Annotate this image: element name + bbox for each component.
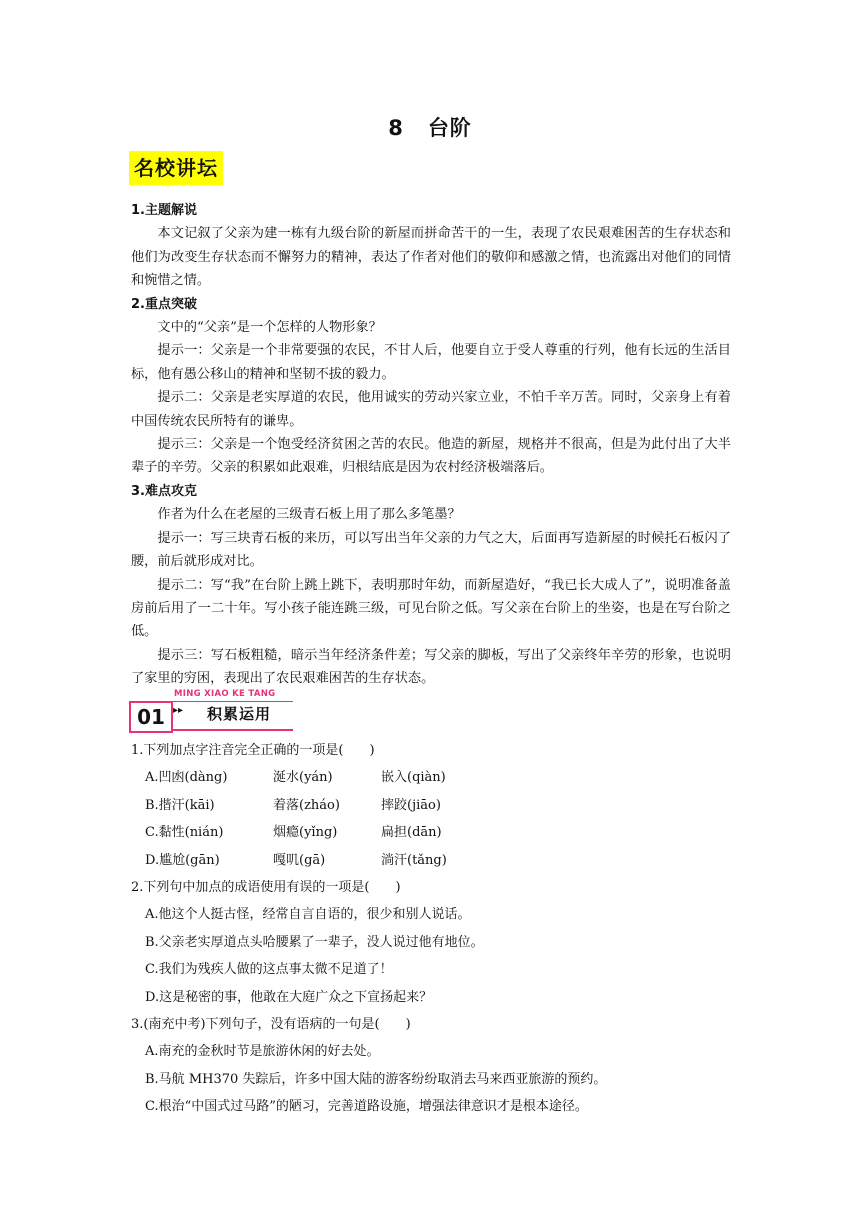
paragraph: 提示二：写“我”在台阶上跳上跳下，表明那时年幼，而新屋造好，“我已长大成人了”，说明准备盖房前后用了一二十年。写小孩子能连跳三级，可见台阶之低。写父亲在台阶上的坐姿，也是在写台阶之低。 <box>131 577 731 640</box>
paragraph: 文中的“父亲”是一个怎样的人物形象？ <box>157 320 382 336</box>
option: 嘎叽(gā) <box>273 852 326 868</box>
option: C.黏性(nián) <box>145 825 224 841</box>
option-row <box>131 792 731 819</box>
option: D.尴尬(gān) <box>145 852 220 868</box>
questions <box>131 737 731 1121</box>
lesson-name: 台阶 <box>427 116 472 140</box>
option: B.马航 MH370 失踪后，许多中国大陆的游客纷纷取消去马来西亚旅游的预约。 <box>145 1071 607 1087</box>
option: 扁担(dān) <box>381 825 442 841</box>
paragraph: 本文记叙了父亲为建一栋有九级台阶的新屋而拼命苦干的一生，表现了农民艰难困苦的生存状态和他们为改变生存状态而不懈努力的精神，表达了作者对他们的敬仰和感激之情，也流露出对他们的同情和惋惜之情。 <box>131 226 731 289</box>
paragraph: 提示一：写三块青石板的来历，可以写出当年父亲的力气之大，后面再写造新屋的时候托石板闪了腰，前后就形成对比。 <box>131 530 731 570</box>
banner-divider <box>173 701 293 702</box>
paragraph: 提示一：父亲是一个非常要强的农民，不甘人后，他要自立于受人尊重的行列，他有长远的生活目标，他有愚公移山的精神和坚韧不拔的毅力。 <box>131 343 731 382</box>
paragraph: 提示三：写石板粗糙，暗示当年经济条件差；写父亲的脚板，写出了父亲终年辛劳的形象，也说明了家里的穷困，表现出了农民艰难困苦的生存状态。 <box>131 647 731 687</box>
banner-number: 01 <box>129 701 173 733</box>
option: B.揩汗(kāi) <box>145 797 215 813</box>
banner-label: 积累运用 <box>207 705 272 723</box>
lesson-number: 8 <box>388 116 404 140</box>
paragraph: 提示二：父亲是老实厚道的农民，他用诚实的劳动兴家立业，不怕千辛万苦。同时，父亲身上有着中国传统农民所特有的谦卑。 <box>131 390 731 429</box>
section-heading: 1.主题解说 <box>131 203 197 218</box>
option: C.我们为残疾人做的这点事太微不足道了！ <box>145 962 393 978</box>
banner-pinyin: MING XIAO KE TANG <box>174 689 276 699</box>
paragraph: 提示三：父亲是一个饱受经济贫困之苦的农民。他造的新屋，规格并不很高，但是为此付出了大半辈子的辛劳。父亲的积累如此艰难，归根结底是因为农村经济极端落后。 <box>131 437 731 476</box>
option: 淌汗(tǎng) <box>381 852 447 868</box>
exercise-banner <box>129 689 299 733</box>
section-badge: 名校讲坛 <box>129 151 223 185</box>
option-row <box>131 764 731 791</box>
option: 摔跤(jiāo) <box>381 797 441 813</box>
option: 着落(zháo) <box>273 797 340 813</box>
section-heading: 3.难点攻克 <box>131 483 197 499</box>
option-row <box>131 847 731 874</box>
option: 烟瘾(yǐng) <box>273 825 338 841</box>
option: B.父亲老实厚道点头哈腰累了一辈子，没人说过他有地位。 <box>145 934 484 950</box>
question-3: 3.(南充中考)下列句子，没有语病的一句是( ) <box>131 1017 411 1033</box>
option: 涎水(yán) <box>273 770 333 786</box>
lecture-content <box>131 199 731 691</box>
lesson-title <box>0 112 860 142</box>
option: C.根治“中国式过马路”的陋习，完善道路设施，增强法律意识才是根本途径。 <box>145 1099 588 1115</box>
option-row <box>131 819 731 846</box>
section-heading: 2.重点突破 <box>131 296 197 312</box>
option: D.这是秘密的事，他敢在大庭广众之下宣扬起来？ <box>145 989 433 1005</box>
banner-underline <box>173 729 293 731</box>
question-2: 2.下列句中加点的成语使用有误的一项是( ) <box>131 880 401 896</box>
double-arrow-icon: ▸▸ <box>173 705 184 716</box>
option: A.他这个人挺古怪，经常自言自语的，很少和别人说话。 <box>145 907 471 923</box>
option: A.凹凼(dàng) <box>145 770 228 786</box>
question-1: 1.下列加点字注音完全正确的一项是( ) <box>131 743 375 758</box>
paragraph: 作者为什么在老屋的三级青石板上用了那么多笔墨？ <box>157 507 461 523</box>
option: 嵌入(qiàn) <box>381 770 446 786</box>
option: A.南充的金秋时节是旅游休闲的好去处。 <box>145 1044 380 1060</box>
